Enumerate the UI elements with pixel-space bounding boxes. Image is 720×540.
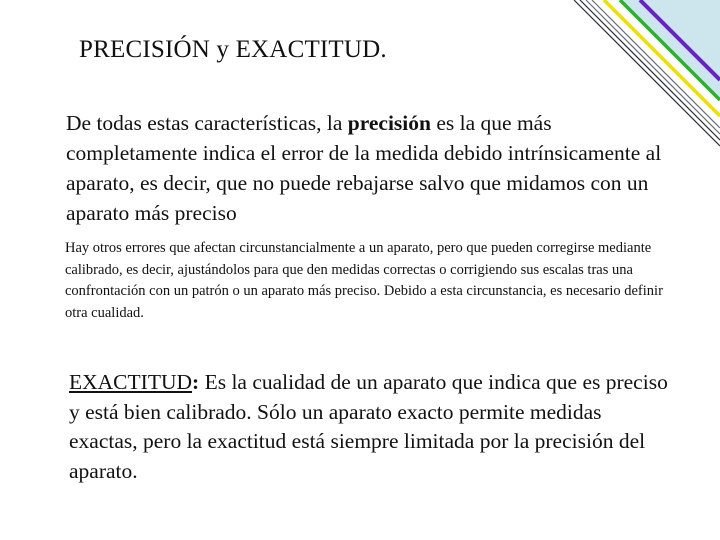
paragraph-calibration: Hay otros errores que afectan circunstancialmente a un aparato, pero que pueden corregirse mediante calibrado, es decir, ajustándolos para que den medidas correctas o corrigiendo sus escalas tras una confrontación con un patrón o un aparato más preciso. Debido a esta circunstancia, es necesario definir otra cualidad. [65, 240, 663, 321]
precision-term: precisión [347, 111, 431, 135]
paragraph-precision-lead: De todas estas características, la [66, 111, 348, 135]
exactitude-colon: : [192, 370, 200, 394]
paragraph-precision [66, 108, 666, 228]
exactitude-definition: Es la cualidad de un aparato que indica que es preciso y está bien calibrado. Sólo un aparato exacto permite medidas exactas, pero la exactitud está siempre limitada por la precisión del aparato. [69, 370, 668, 483]
paragraph-exactitude [69, 368, 669, 486]
paragraph-precision-rest: es la que más completamente indica el error de la medida debido intrínsicamente al aparato, es decir, que no puede rebajarse salvo que midamos con un aparato más preciso [66, 111, 662, 225]
exactitude-term: EXACTITUD [69, 370, 193, 394]
slide-title: PRECISIÓN y EXACTITUD. [79, 36, 387, 63]
